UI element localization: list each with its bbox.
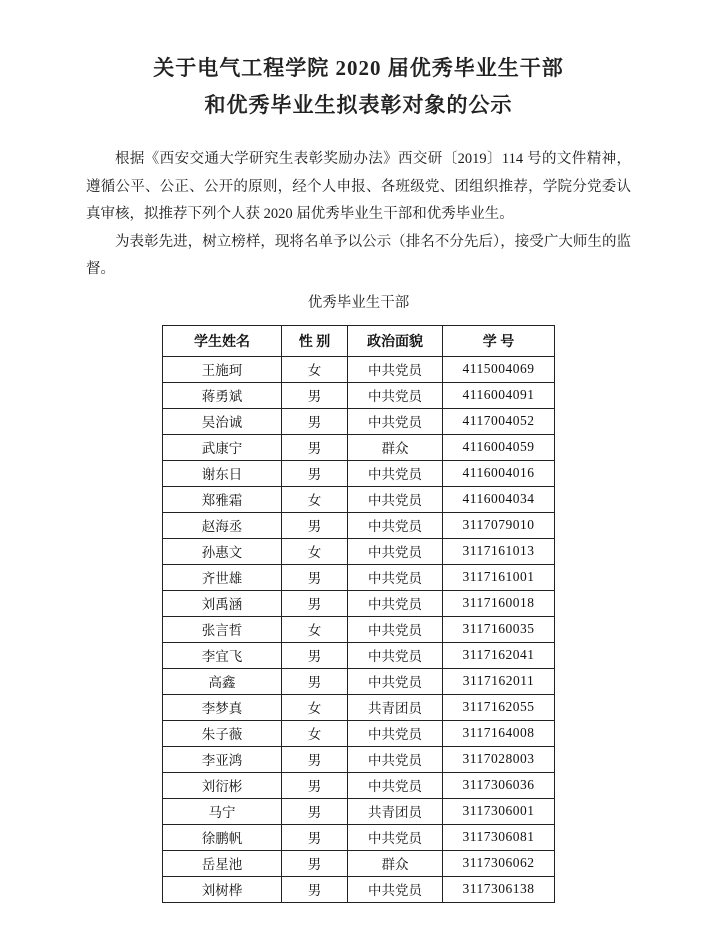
table-header-row: [163, 325, 555, 356]
cell-party: 中共党员: [348, 876, 443, 902]
cell-sex: 男: [282, 564, 348, 590]
table-caption: 优秀毕业生干部: [307, 294, 410, 311]
cell-sex: 男: [282, 746, 348, 772]
paragraph-basis: 根据《西安交通大学研究生表彰奖励办法》西交研〔2019〕114 号的文件精神，遵循公平、公正、公开的原则，经个人申报、各班级党、团组织推荐，学院分党委认真审核，拟推荐下列个人获 2020 届优秀毕业生干部和优秀毕业生。: [86, 151, 631, 222]
cell-name: 蒋勇斌: [163, 382, 282, 408]
cell-sex: 女: [282, 356, 348, 382]
cell-id: 4117004052: [443, 408, 555, 434]
cell-party: 中共党员: [348, 460, 443, 486]
cell-sex: 女: [282, 538, 348, 564]
cell-name: 刘衍彬: [163, 772, 282, 798]
cell-name: 高鑫: [163, 668, 282, 694]
cell-name: 吴治诚: [163, 408, 282, 434]
table-body: [163, 356, 555, 902]
table-row: [163, 876, 555, 902]
cell-id: 4116004016: [443, 460, 555, 486]
cell-id: 3117079010: [443, 512, 555, 538]
table-row: [163, 642, 555, 668]
cell-name: 李亚鸿: [163, 746, 282, 772]
cell-sex: 男: [282, 876, 348, 902]
cell-party: 中共党员: [348, 720, 443, 746]
header-student-name: 学生姓名: [163, 325, 282, 356]
header-student-id: 学 号: [443, 325, 555, 356]
table-row: [163, 694, 555, 720]
cell-party: 群众: [348, 434, 443, 460]
table-row: [163, 512, 555, 538]
header-political-status: 政治面貌: [348, 325, 443, 356]
table-row: [163, 616, 555, 642]
cell-sex: 男: [282, 590, 348, 616]
cell-id: 4115004069: [443, 356, 555, 382]
table-row: [163, 434, 555, 460]
cell-party: 中共党员: [348, 590, 443, 616]
cell-id: 3117162011: [443, 668, 555, 694]
table-row: [163, 564, 555, 590]
cell-sex: 男: [282, 382, 348, 408]
cell-party: 中共党员: [348, 668, 443, 694]
table-row: [163, 408, 555, 434]
cell-id: 3117161001: [443, 564, 555, 590]
paragraph-publicity: 为表彰先进，树立榜样，现将名单予以公示（排名不分先后），接受广大师生的监督。: [86, 233, 631, 277]
cell-party: 共青团员: [348, 798, 443, 824]
cell-party: 中共党员: [348, 486, 443, 512]
cell-name: 齐世雄: [163, 564, 282, 590]
table-row: [163, 460, 555, 486]
cell-party: 共青团员: [348, 694, 443, 720]
header-sex: 性 别: [282, 325, 348, 356]
cell-id: 3117160018: [443, 590, 555, 616]
cell-party: 中共党员: [348, 642, 443, 668]
table-row: [163, 538, 555, 564]
cell-sex: 女: [282, 694, 348, 720]
table-row: [163, 798, 555, 824]
table-row: [163, 772, 555, 798]
table-row: [163, 720, 555, 746]
cell-sex: 男: [282, 642, 348, 668]
cell-party: 中共党员: [348, 616, 443, 642]
cell-party: 中共党员: [348, 382, 443, 408]
cell-party: 中共党员: [348, 564, 443, 590]
cell-sex: 女: [282, 720, 348, 746]
cell-sex: 男: [282, 512, 348, 538]
cell-name: 李宜飞: [163, 642, 282, 668]
cell-party: 中共党员: [348, 356, 443, 382]
cell-sex: 女: [282, 486, 348, 512]
cell-party: 中共党员: [348, 824, 443, 850]
cell-sex: 男: [282, 408, 348, 434]
cell-name: 李梦真: [163, 694, 282, 720]
cell-id: 3117164008: [443, 720, 555, 746]
cell-id: 4116004059: [443, 434, 555, 460]
cell-id: 3117162055: [443, 694, 555, 720]
table-row: [163, 382, 555, 408]
cell-sex: 男: [282, 668, 348, 694]
cell-name: 朱子薇: [163, 720, 282, 746]
cell-sex: 男: [282, 434, 348, 460]
cell-name: 赵海丞: [163, 512, 282, 538]
cell-party: 中共党员: [348, 408, 443, 434]
cell-sex: 男: [282, 798, 348, 824]
cell-id: 3117162041: [443, 642, 555, 668]
graduates-table: [162, 325, 555, 903]
cell-name: 马宁: [163, 798, 282, 824]
cell-sex: 男: [282, 824, 348, 850]
table-row: [163, 850, 555, 876]
document-title-line2: 和优秀毕业生拟表彰对象的公示: [204, 93, 513, 117]
table-row: [163, 668, 555, 694]
cell-id: 4116004091: [443, 382, 555, 408]
cell-party: 中共党员: [348, 512, 443, 538]
cell-name: 谢东日: [163, 460, 282, 486]
cell-name: 武康宁: [163, 434, 282, 460]
document-title: [0, 50, 717, 124]
cell-sex: 男: [282, 460, 348, 486]
cell-id: 3117306081: [443, 824, 555, 850]
cell-id: 3117160035: [443, 616, 555, 642]
cell-id: 3117306062: [443, 850, 555, 876]
cell-sex: 女: [282, 616, 348, 642]
cell-name: 刘树桦: [163, 876, 282, 902]
cell-id: 3117306138: [443, 876, 555, 902]
cell-sex: 男: [282, 772, 348, 798]
cell-name: 王施珂: [163, 356, 282, 382]
table-row: [163, 356, 555, 382]
cell-id: 3117306036: [443, 772, 555, 798]
cell-party: 中共党员: [348, 538, 443, 564]
cell-sex: 男: [282, 850, 348, 876]
cell-name: 刘禹涵: [163, 590, 282, 616]
cell-party: 中共党员: [348, 746, 443, 772]
cell-name: 徐鹏帆: [163, 824, 282, 850]
cell-name: 孙惠文: [163, 538, 282, 564]
table-row: [163, 486, 555, 512]
cell-id: 4116004034: [443, 486, 555, 512]
table-row: [163, 824, 555, 850]
table-row: [163, 590, 555, 616]
cell-id: 3117161013: [443, 538, 555, 564]
document-body: [86, 146, 631, 284]
cell-party: 群众: [348, 850, 443, 876]
cell-id: 3117028003: [443, 746, 555, 772]
cell-id: 3117306001: [443, 798, 555, 824]
cell-party: 中共党员: [348, 772, 443, 798]
document-title-line1: 关于电气工程学院 2020 届优秀毕业生干部: [153, 56, 564, 80]
cell-name: 岳星池: [163, 850, 282, 876]
cell-name: 张言哲: [163, 616, 282, 642]
cell-name: 郑雅霜: [163, 486, 282, 512]
table-row: [163, 746, 555, 772]
